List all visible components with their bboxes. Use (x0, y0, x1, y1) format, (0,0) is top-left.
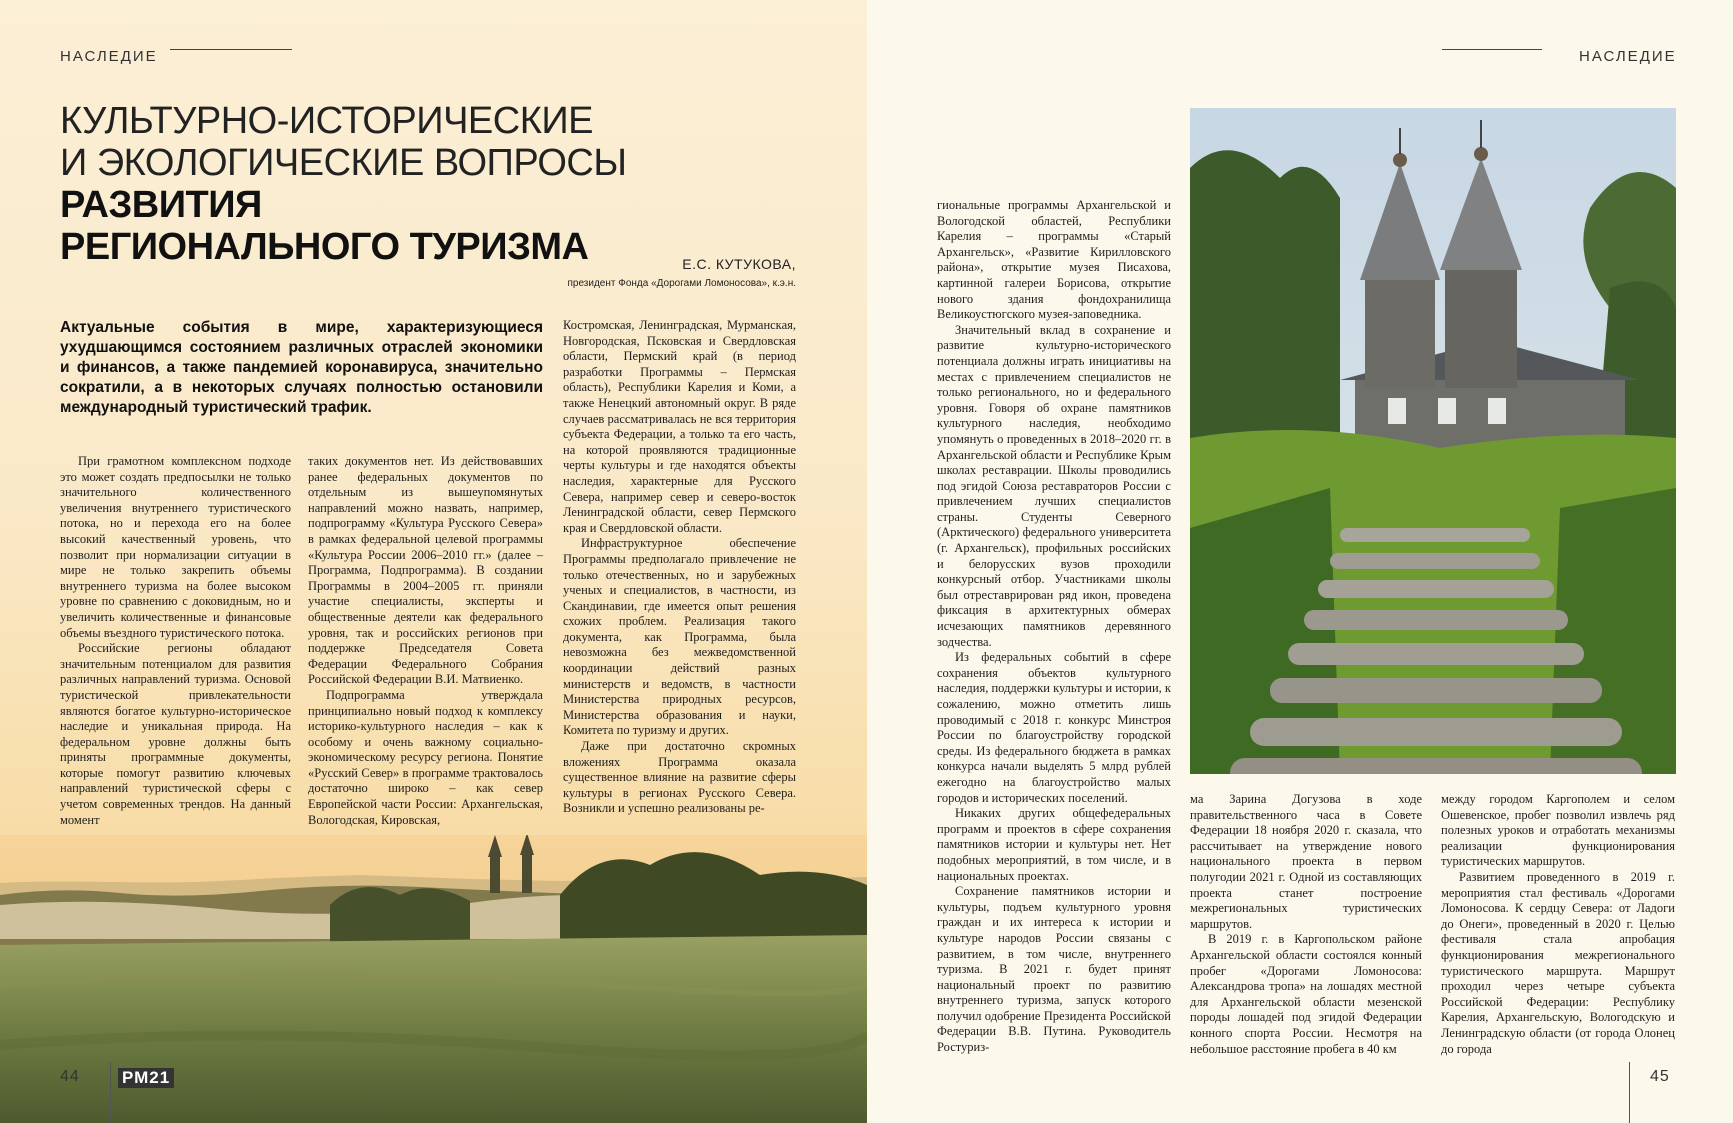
church-photo (1190, 108, 1676, 774)
text-column-4 (937, 198, 1171, 1056)
paragraph: При грамотном комплексном подходе это может создать предпосылки не только значительного количественного увеличения внутреннего туристического потока, но и перехода его на более высокий качественный уровень, что позволит при нормализации ситуации в мире не только закрепить объемы внутреннего туризма на более высоком уровне по сравнению с доковидным, но и увеличить количественные и финансовые объемы въездного туристического потока. (60, 454, 291, 640)
paragraph: Развитием проведенного в 2019 г. мероприятия стал фестиваль «Дорогами Ломоносова. К сердцу Севера: от Ладоги до Онеги», проведенный в 2020 г. Целью фестиваля стала апробация функционирования межрегионального туристического маршрута. Маршрут проходил через четыре субъекта Российской Федерации: Республику Карелия, Архангельскую, Вологодскую и Ленинградскую области (от города Олонец до города (1441, 869, 1675, 1056)
paragraph: Никаких других общефедеральных программ и проектов в сфере сохранения памятников истории и культуры нет. Нет подобных мероприятий, в том числе, и в национальных проектах. (937, 806, 1171, 883)
paragraph: Подпрограмма утверждала принципиально новый подход к комплексу историко-культурного наследия – как к особому и очень важному социально-экономическому ресурсу региона. Понятие «Русский Север» в программе трактовалось достаточно широко – как север Европейской части России: Архангельская, Вологодская, Кировская, (308, 687, 543, 827)
paragraph: Инфраструктурное обеспечение Программы предполагало привлечение не только отечественных, но и зарубежных ученых и специалистов, в частности, из Скандинавии, где имеется опыт решения схожих проблем. Реализация такого документа, как Программа, была невозможна без межведомственной координации действий разных министерств и ведомств, в частности Министерства природных ресурсов, Министерства образования и науки, Комитета по туризму и других. (563, 536, 796, 738)
title-line-2-light: И ЭКОЛОГИЧЕСКИЕ ВОПРОСЫ (60, 142, 627, 184)
paragraph: гиональные программы Архангельской и Вологодской областей, Республики Карелия – программы «Старый Архангельск», «Развитие Кирилловского района», открытие музея Писахова, картинной галереи Борисова, открытие нового здания фондохранилища Великоустюгского музея-заповедника. (937, 198, 1171, 322)
paragraph: Костромская, Ленинградская, Мурманская, Новгородская, Псковская и Свердловская области, Пермский край (в период разработки Программы – Пермская область), Республики Карелия и Коми, а также Ненецкий автономный округ. В ряде случаев рассматривалась не вся территория субъекта Федерации, а только та его часть, на которой проявляются традиционные черты культуры и где находятся объекты наследия, характерные для Русского Севера, например север и северо-восток Ленинградской области, север Пермского края и Свердловской области. (563, 318, 796, 535)
text-column-1 (60, 454, 291, 828)
section-label-right: НАСЛЕДИЕ (1579, 48, 1677, 65)
text-column-6 (1441, 792, 1675, 1057)
author-role: президент Фонда «Дорогами Ломоносова», к.э.н. (567, 278, 796, 289)
paragraph: В 2019 г. в Каргопольском районе Архангельской области состоялся конный пробег «Дорогами Ломоносова: Александрова тропа» на лошадях местной для Архангельской области мезенской породы лошадей под эгидой Федерации конного спорта России. Несмотря на небольшое расстояние пробега в 40 км (1190, 932, 1422, 1056)
right-page (867, 0, 1733, 1123)
text-column-2 (308, 454, 543, 828)
paragraph: Из федеральных событий в сфере сохранения объектов культурного наследия, поддержки культуры и истории, к сожалению, можно отметить лишь проводимый с 2018 г. конкурс Минстроя России по благоустройству городской среды. Из федерального бюджета в рамках конкурса начали выделять 5 млрд рублей ежегодно на благоустройство малых городов и исторических поселений. (937, 650, 1172, 805)
paragraph: ма Зарина Догузова в ходе правительственного часа в Совете Федерации 18 ноября 2020 г. сказала, что рассчитывает на утверждение нового национального проекта в первом полугодии 2021 г. Одной из составляющих проекта станет построение межрегиональных туристических маршрутов. (1190, 792, 1422, 931)
title-line-2-bold: РАЗВИТИЯ (60, 184, 262, 226)
article-title (60, 100, 820, 268)
title-line-1: КУЛЬТУРНО-ИСТОРИЧЕСКИЕ (60, 100, 593, 142)
footer-rule-right (1629, 1062, 1630, 1123)
title-line-3-bold: РЕГИОНАЛЬНОГО ТУРИЗМА (60, 226, 589, 268)
paragraph: таких документов нет. Из действовавших ранее федеральных документов по отдельным из вышеупомянутых направлений можно назвать, например, подпрограмму «Культура Русского Севера» в рамках федеральной целевой программы «Культура России 2006–2010 гг.» (далее – Программа, Подпрограмма). В создании Программы в 2004–2005 гг. приняли участие специалисты, эксперты и общественные деятели как федерального уровня, так и российских регионов при поддержке Председателя Совета Федерации Федерального Собрания Российской Федерации В.И. Матвиенко. (308, 454, 543, 687)
paragraph: Значительный вклад в сохранение и развитие культурно-исторического потенциала должны играть инициативы на местах с привлечением специалистов не только регионального, но и федерального уровня. Говоря об охране памятников культурного наследия, необходимо упомянуть о проведенных в 2018–2020 гг. в Архангельской области и Республике Крым школах реставрации. Школы проводились под эгидой Союза реставраторов России с привлечением лучших специалистов страны. Студенты Северного (Арктического) федерального университета (г. Архангельск), профильных российских и белорусских вузов проходили конкурсный отбор. Участниками школы был отреставрирован ряд икон, проведена фиксация в архитектурных обмерах исчезающих памятников деревянного зодчества. (937, 322, 1171, 649)
lead-paragraph: Актуальные события в мире, характеризующиеся ухудшающимся состоянием различных отраслей экономики и финансов, а также пандемией коронавируса, значительно сократили, а в некоторых случаях полностью остановили международный туристический трафик. (60, 319, 543, 416)
text-column-5 (1190, 792, 1422, 1057)
author-block (567, 256, 796, 289)
section-label-left: НАСЛЕДИЕ (60, 48, 158, 65)
paragraph: Сохранение памятников истории и культуры, подъем культурного уровня граждан и их интереса к истории и культуре народов России связаны с развитием, в том числе, внутреннего туризма. В 2021 г. будет принят национальный проект по развитию внутреннего туризма, запуск которого получил одобрение Президента Российской Федерации В.В. Путина. Руководитель Ростуриз- (937, 884, 1171, 1055)
paragraph: Российские регионы обладают значительным потенциалом для развития различных направлений туризма. Основой туристической привлекательности являются богатое культурно-историческое наследие и уникальная природа. На федеральном уровне должны быть приняты программные документы, которые помогут развитию ключевых направлений туристической сферы с учетом современных трендов. На данный момент (60, 641, 291, 827)
header-rule-left (170, 49, 292, 50)
page-number-right: 45 (1650, 1068, 1670, 1085)
text-column-3 (563, 318, 796, 817)
footer-rule-left (110, 1062, 111, 1123)
author-name: Е.С. КУТУКОВА, (682, 256, 796, 272)
magazine-logo: РМ21 (118, 1068, 174, 1088)
title-line-2 (60, 142, 820, 226)
paragraph: Даже при достаточно скромных вложениях Программа оказала существенное влияние на развитие сферы культуры в регионах Русского Севера. Возникли и успешно реализованы ре- (563, 739, 796, 816)
header-rule-right (1442, 49, 1542, 50)
paragraph: между городом Каргополем и селом Ошевенское, пробег позволил извлечь ряд полезных уроков и отработать механизмы реализации функционирования туристических маршрутов. (1441, 792, 1675, 869)
page-number-left: 44 (60, 1068, 80, 1085)
